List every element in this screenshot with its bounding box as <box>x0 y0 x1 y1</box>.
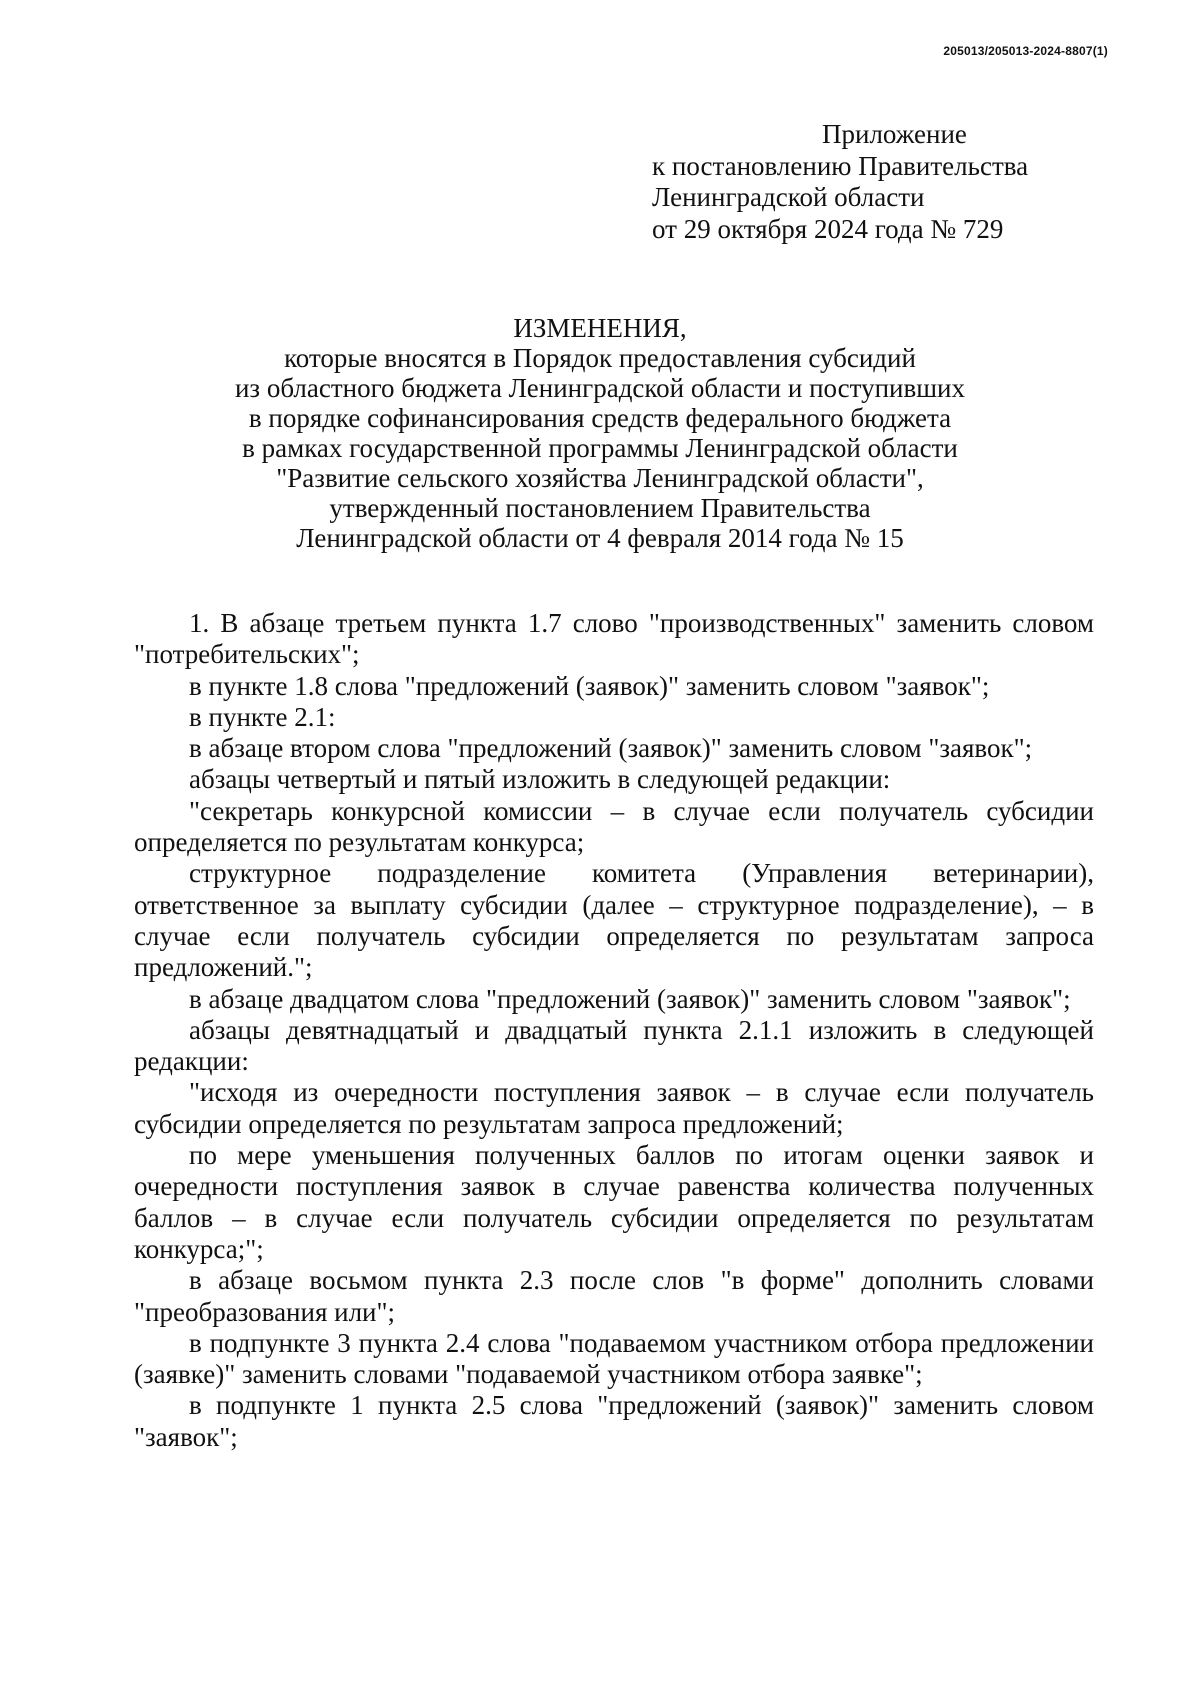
paragraph: в подпункте 1 пункта 2.5 слова "предложений (заявок)" заменить словом "заявок"; <box>134 1390 1094 1452</box>
paragraph: "исходя из очередности поступления заявок – в случае если получатель субсидии определяется по результатам запроса предложений; <box>134 1077 1094 1139</box>
paragraph: "секретарь конкурсной комиссии – в случае если получатель субсидии определяется по результатам конкурса; <box>134 795 1094 858</box>
paragraph: в пункте 1.8 слова "предложений (заявок)" заменить словом "заявок"; <box>189 670 990 701</box>
paragraph: в пункте 2.1: <box>189 701 336 732</box>
document-id: 205013/205013-2024-8807(1) <box>943 44 1108 58</box>
title-line: в рамках государственной программы Ленинградской области <box>242 433 958 463</box>
document-title <box>0 313 1200 553</box>
appendix-block <box>652 119 1028 245</box>
title-heading: ИЗМЕНЕНИЯ, <box>513 313 687 343</box>
paragraph: в абзаце втором слова "предложений (заявок)" заменить словом "заявок"; <box>189 733 1033 764</box>
appendix-date-number: от 29 октября 2024 года № 729 <box>652 213 1004 244</box>
title-line: утвержденный постановлением Правительства <box>329 493 871 523</box>
paragraph: в абзаце восьмом пункта 2.3 после слов "в форме" дополнить словами "преобразования или"; <box>134 1265 1094 1327</box>
appendix-line: к постановлению Правительства <box>652 150 1029 181</box>
paragraph: в абзаце двадцатом слова "предложений (заявок)" заменить словом "заявок"; <box>189 983 1071 1014</box>
title-line: которые вносятся в Порядок предоставления субсидий <box>284 343 916 373</box>
document-body <box>134 608 1094 1453</box>
title-line: из областного бюджета Ленинградской области и поступивших <box>234 373 965 403</box>
paragraph: структурное подразделение комитета (Управления ветеринарии), ответственное за выплату субсидии (далее – структурное подразделение), – в случае если получатель субсидии определяется по результатам запроса предложений."; <box>134 858 1094 983</box>
paragraph: абзацы четвертый и пятый изложить в следующей редакции: <box>189 764 891 795</box>
paragraph: в подпункте 3 пункта 2.4 слова "подаваемом участником отбора предложении (заявке)" заменить словами "подаваемой участником отбора заявке"; <box>134 1327 1094 1390</box>
title-line: Ленинградской области от 4 февраля 2014 года № 15 <box>296 523 904 553</box>
title-line: "Развитие сельского хозяйства Ленинградской области", <box>276 463 924 493</box>
title-line: в порядке софинансирования средств федерального бюджета <box>248 403 952 433</box>
appendix-line: Ленинградской области <box>652 182 925 212</box>
appendix-title: Приложение <box>822 119 967 149</box>
paragraph: 1. В абзаце третьем пункта 1.7 слово "производственных" заменить словом "потребительских"; <box>134 608 1094 670</box>
paragraph: по мере уменьшения полученных баллов по итогам оценки заявок и очередности поступления заявок в случае равенства количества полученных баллов – в случае если получатель субсидии определяется по результатам конкурса;"; <box>134 1140 1094 1264</box>
paragraph: абзацы девятнадцатый и двадцатый пункта 2.1.1 изложить в следующей редакции: <box>134 1014 1094 1077</box>
